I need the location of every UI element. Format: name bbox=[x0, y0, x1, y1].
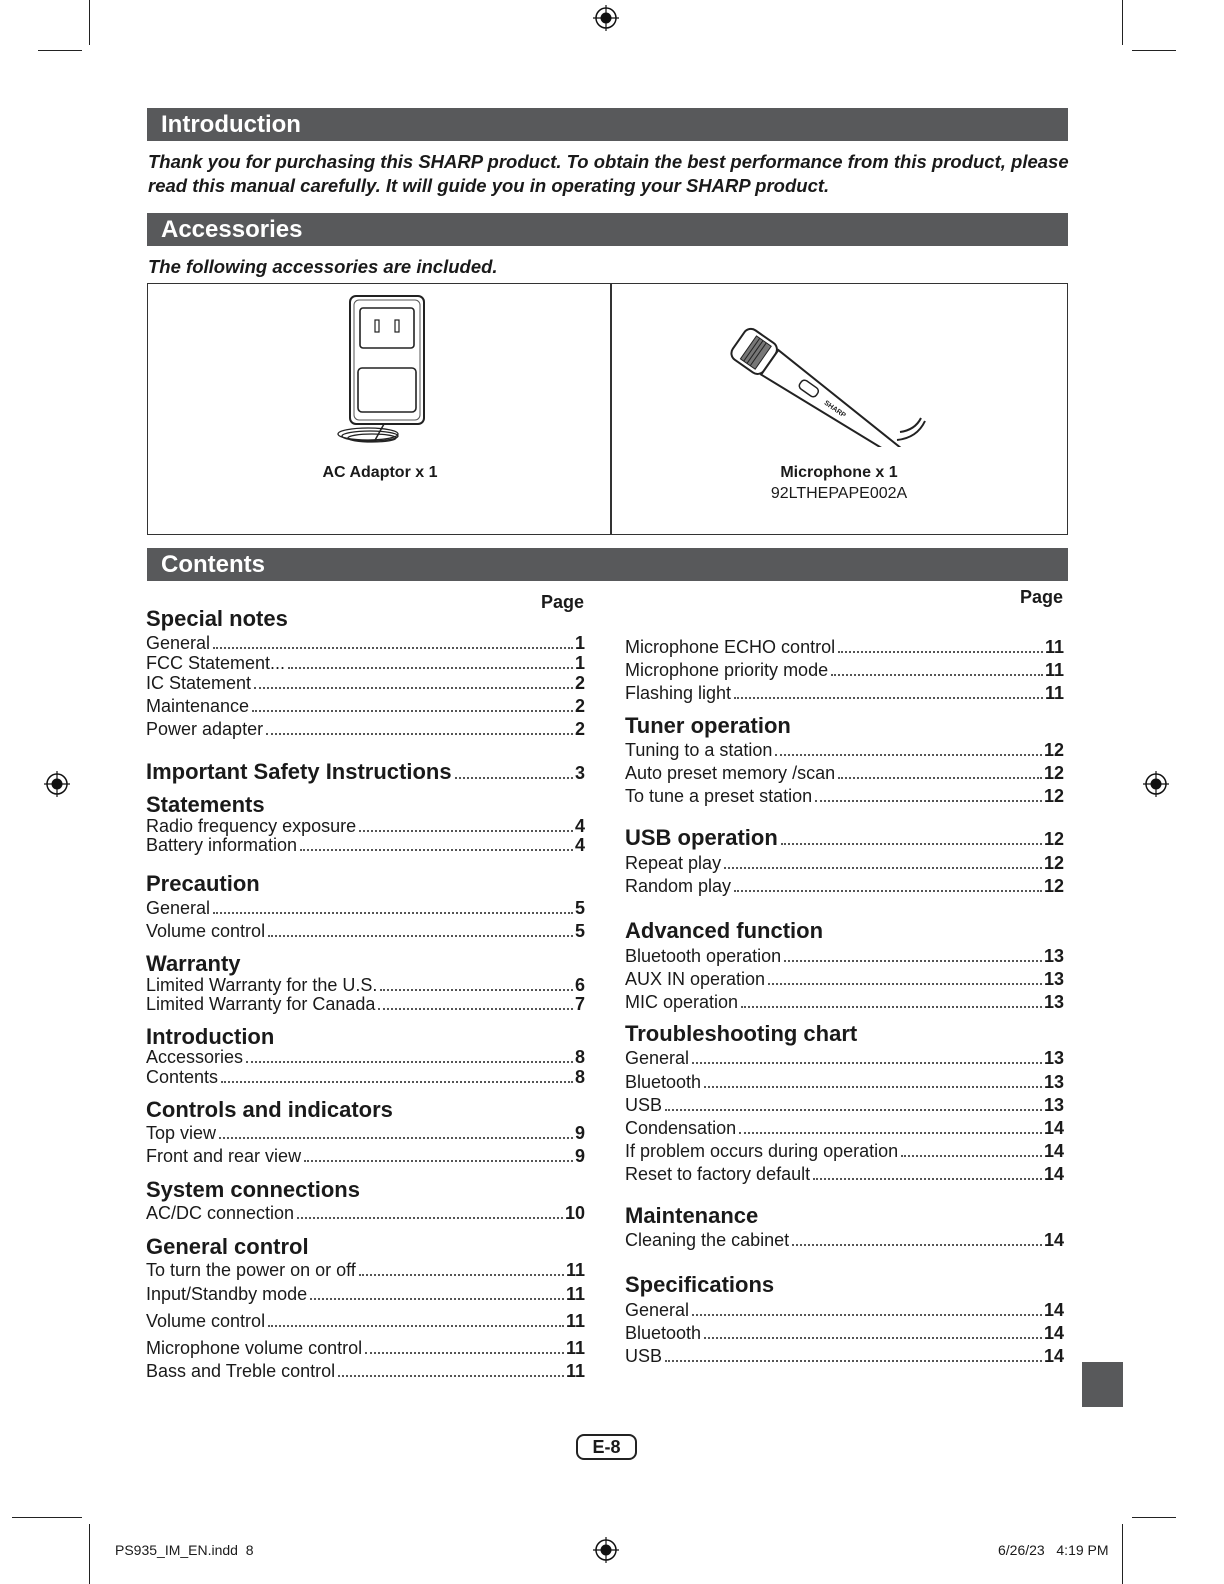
leader-dots bbox=[365, 1352, 564, 1354]
toc-entry-page: 12 bbox=[1043, 740, 1064, 760]
leader-dots bbox=[813, 1178, 1042, 1180]
section-tab bbox=[1082, 1362, 1123, 1407]
toc-entry-page: 12 bbox=[1043, 763, 1064, 783]
toc-entry-page: 14 bbox=[1043, 1323, 1064, 1343]
toc-entry-page: 13 bbox=[1043, 1048, 1064, 1068]
ac-adaptor-illustration bbox=[330, 292, 440, 452]
toc-entry-label: Random play bbox=[625, 876, 732, 896]
toc-entry-page: 1 bbox=[574, 653, 585, 673]
toc-entry-label: Battery information bbox=[146, 835, 298, 855]
toc-entry[interactable] bbox=[146, 1047, 585, 1068]
leader-dots bbox=[784, 960, 1042, 962]
leader-dots bbox=[359, 830, 573, 832]
toc-entry-page: 14 bbox=[1043, 1118, 1064, 1138]
leader-dots bbox=[338, 1375, 564, 1377]
toc-entry[interactable] bbox=[146, 975, 585, 996]
leader-dots bbox=[665, 1109, 1042, 1111]
registration-mark-icon bbox=[593, 5, 619, 31]
toc-entry[interactable] bbox=[625, 853, 1064, 874]
toc-entry[interactable] bbox=[625, 1300, 1064, 1321]
toc-entry-label: Power adapter bbox=[146, 719, 264, 739]
toc-heading: Controls and indicators bbox=[146, 1097, 393, 1122]
toc-entry-page: 9 bbox=[574, 1146, 585, 1166]
toc-entry-label: Maintenance bbox=[146, 696, 250, 716]
toc-entry-label: FCC Statement... bbox=[146, 653, 286, 673]
toc-entry-page: 13 bbox=[1043, 946, 1064, 966]
crop-mark bbox=[89, 1524, 90, 1584]
leader-dots bbox=[775, 754, 1042, 756]
toc-entry-page: 11 bbox=[565, 1311, 585, 1331]
toc-entry-label: Auto preset memory /scan bbox=[625, 763, 836, 783]
toc-entry-label: General bbox=[146, 633, 211, 653]
microphone-code: 92LTHEPAPE002A bbox=[770, 485, 908, 502]
toc-entry-label: Front and rear view bbox=[146, 1146, 302, 1166]
toc-entry-label: Repeat play bbox=[625, 853, 722, 873]
leader-dots bbox=[378, 1008, 573, 1010]
toc-entry-page: 14 bbox=[1043, 1346, 1064, 1366]
toc-entry-page: 2 bbox=[574, 719, 585, 739]
leader-dots bbox=[380, 989, 573, 991]
toc-heading: Special notes bbox=[146, 606, 288, 631]
toc-entry-page: 13 bbox=[1043, 1072, 1064, 1092]
toc-entry-label: Bluetooth bbox=[625, 1072, 702, 1092]
toc-entry-label: Volume control bbox=[146, 1311, 266, 1331]
registration-mark-icon bbox=[1143, 771, 1169, 797]
toc-entry[interactable] bbox=[146, 835, 585, 856]
toc-entry-label: If problem occurs during operation bbox=[625, 1141, 899, 1161]
toc-entry-label: Limited Warranty for the U.S. bbox=[146, 975, 378, 995]
toc-entry-label: USB bbox=[625, 1095, 663, 1115]
toc-entry-page: 14 bbox=[1043, 1300, 1064, 1320]
leader-dots bbox=[246, 1061, 573, 1063]
toc-entry-page: 11 bbox=[565, 1338, 585, 1358]
toc-entry-label: Accessories bbox=[146, 1047, 244, 1067]
toc-heading: Specifications bbox=[625, 1272, 775, 1297]
leader-dots bbox=[219, 1137, 573, 1139]
toc-entry-label: Radio frequency exposure bbox=[146, 816, 357, 836]
toc-entry[interactable] bbox=[146, 1361, 585, 1382]
registration-mark-icon bbox=[593, 1537, 619, 1563]
leader-dots bbox=[221, 1081, 573, 1083]
toc-entry-label: IC Statement bbox=[146, 673, 252, 693]
toc-entry[interactable] bbox=[625, 1323, 1064, 1344]
toc-entry[interactable] bbox=[625, 1095, 1064, 1116]
crop-mark bbox=[12, 1517, 82, 1518]
leader-dots bbox=[739, 1132, 1042, 1134]
toc-entry[interactable] bbox=[625, 637, 1064, 658]
toc-entry-page: 12 bbox=[1043, 853, 1064, 873]
toc-entry-page: 14 bbox=[1043, 1141, 1064, 1161]
toc-entry-label: Top view bbox=[146, 1123, 217, 1143]
toc-entry-label: MIC operation bbox=[625, 992, 739, 1012]
leader-dots bbox=[304, 1160, 573, 1162]
toc-entry[interactable] bbox=[146, 653, 585, 674]
toc-entry[interactable] bbox=[625, 969, 1064, 990]
toc-entry-label: Input/Standby mode bbox=[146, 1284, 308, 1304]
toc-entry[interactable] bbox=[146, 759, 585, 785]
toc-entry-label: Volume control bbox=[146, 921, 266, 941]
toc-entry[interactable] bbox=[625, 825, 1064, 851]
toc-heading: Advanced function bbox=[625, 918, 824, 943]
toc-entry-page: 8 bbox=[574, 1067, 585, 1087]
toc-entry-label: Microphone ECHO control bbox=[625, 637, 836, 657]
toc-entry-page: 12 bbox=[1043, 786, 1064, 806]
toc-entry-label: Important Safety Instructions bbox=[146, 759, 452, 784]
toc-entry-page: 13 bbox=[1043, 969, 1064, 989]
toc-entry-page: 3 bbox=[574, 763, 585, 783]
leader-dots bbox=[734, 890, 1042, 892]
toc-entry-label: Limited Warranty for Canada bbox=[146, 994, 376, 1014]
toc-entry-page: 1 bbox=[574, 633, 585, 653]
leader-dots bbox=[831, 674, 1043, 676]
accessories-divider bbox=[610, 283, 612, 535]
toc-entry-page: 10 bbox=[564, 1203, 585, 1223]
toc-entry[interactable] bbox=[625, 1346, 1064, 1367]
toc-entry[interactable] bbox=[625, 1141, 1064, 1162]
toc-entry-page: 11 bbox=[1044, 683, 1064, 703]
toc-entry[interactable] bbox=[146, 719, 585, 740]
crop-mark bbox=[1122, 1524, 1123, 1584]
file-name: PS935_IM_EN.indd bbox=[115, 1542, 238, 1558]
accessories-lead: The following accessories are included. bbox=[148, 256, 498, 277]
toc-entry-page: 11 bbox=[565, 1361, 585, 1381]
leader-dots bbox=[455, 777, 573, 779]
toc-entry-page: 12 bbox=[1043, 829, 1064, 849]
toc-entry-label: To tune a preset station bbox=[625, 786, 813, 806]
leader-dots bbox=[297, 1217, 563, 1219]
leader-dots bbox=[268, 1325, 564, 1327]
toc-entry[interactable] bbox=[146, 1067, 585, 1088]
microphone-illustration bbox=[725, 322, 930, 447]
toc-heading: General control bbox=[146, 1234, 309, 1259]
toc-entry[interactable] bbox=[625, 1118, 1064, 1139]
toc-entry[interactable] bbox=[625, 740, 1064, 761]
introduction-text: Thank you for purchasing this SHARP product. To obtain the best performance from this product, please read this manual carefully. It will guide you in operating your SHARP product. bbox=[148, 151, 1069, 196]
toc-entry[interactable] bbox=[146, 633, 585, 654]
toc-entry-page: 2 bbox=[574, 673, 585, 693]
leader-dots bbox=[692, 1314, 1042, 1316]
leader-dots bbox=[815, 800, 1042, 802]
crop-mark bbox=[1122, 0, 1123, 45]
leader-dots bbox=[734, 697, 1043, 699]
date-slug bbox=[998, 1542, 1109, 1558]
toc-entry-label: Tuning to a station bbox=[625, 740, 773, 760]
toc-entry[interactable] bbox=[625, 1048, 1064, 1069]
toc-heading: Maintenance bbox=[625, 1203, 759, 1228]
crop-mark bbox=[89, 0, 90, 45]
toc-entry-label: General bbox=[625, 1300, 690, 1320]
toc-entry[interactable] bbox=[146, 1311, 585, 1332]
toc-entry[interactable] bbox=[146, 921, 585, 942]
toc-entry-page: 12 bbox=[1043, 876, 1064, 896]
toc-entry-page: 13 bbox=[1043, 1095, 1064, 1115]
leader-dots bbox=[288, 667, 573, 669]
toc-entry[interactable] bbox=[625, 1164, 1064, 1185]
crop-mark bbox=[1132, 1517, 1176, 1518]
toc-entry[interactable] bbox=[146, 1123, 585, 1144]
toc-entry-label: Microphone volume control bbox=[146, 1338, 363, 1358]
print-date: 6/26/23 bbox=[998, 1542, 1045, 1558]
leader-dots bbox=[781, 843, 1042, 845]
toc-entry[interactable] bbox=[146, 1260, 585, 1281]
toc-heading: Warranty bbox=[146, 951, 241, 976]
toc-entry[interactable] bbox=[625, 786, 1064, 807]
toc-heading: Precaution bbox=[146, 871, 260, 896]
contents-heading: Contents bbox=[147, 548, 1068, 581]
page-column-label: Page bbox=[1020, 587, 1064, 607]
toc-entry-page: 4 bbox=[574, 835, 585, 855]
toc-heading: Statements bbox=[146, 792, 265, 817]
toc-entry-label: Microphone priority mode bbox=[625, 660, 829, 680]
toc-entry-label: USB operation bbox=[625, 825, 778, 850]
toc-entry[interactable] bbox=[146, 673, 585, 694]
toc-heading: Introduction bbox=[146, 1024, 275, 1049]
leader-dots bbox=[665, 1360, 1042, 1362]
crop-mark bbox=[38, 50, 82, 51]
leader-dots bbox=[213, 647, 573, 649]
crop-mark bbox=[1132, 50, 1176, 51]
toc-entry-label: AC/DC connection bbox=[146, 1203, 295, 1223]
microphone-brand: SHARP bbox=[822, 399, 847, 420]
toc-heading: Tuner operation bbox=[625, 713, 791, 738]
toc-entry-page: 11 bbox=[565, 1284, 585, 1304]
toc-entry-page: 11 bbox=[1044, 660, 1064, 680]
toc-entry-label: Condensation bbox=[625, 1118, 737, 1138]
file-page: 8 bbox=[245, 1542, 254, 1558]
leader-dots bbox=[901, 1155, 1042, 1157]
introduction-heading: Introduction bbox=[147, 108, 1068, 141]
toc-entry-label: USB bbox=[625, 1346, 663, 1366]
microphone-label: Microphone x 1 bbox=[780, 464, 898, 481]
ac-adaptor-label: AC Adaptor x 1 bbox=[322, 464, 438, 481]
toc-entry-label: Bass and Treble control bbox=[146, 1361, 336, 1381]
leader-dots bbox=[724, 867, 1042, 869]
toc-entry[interactable] bbox=[625, 992, 1064, 1013]
toc-entry-page: 8 bbox=[574, 1047, 585, 1067]
leader-dots bbox=[741, 1006, 1042, 1008]
leader-dots bbox=[266, 733, 573, 735]
leader-dots bbox=[692, 1062, 1042, 1064]
toc-entry-page: 5 bbox=[574, 921, 585, 941]
toc-entry[interactable] bbox=[146, 898, 585, 919]
toc-entry-page: 11 bbox=[565, 1260, 585, 1280]
toc-entry-page: 4 bbox=[574, 816, 585, 836]
toc-entry-page: 7 bbox=[574, 994, 585, 1014]
leader-dots bbox=[768, 983, 1042, 985]
toc-entry-page: 5 bbox=[574, 898, 585, 918]
toc-entry[interactable] bbox=[146, 816, 585, 837]
toc-entry[interactable] bbox=[146, 1284, 585, 1305]
toc-entry[interactable] bbox=[625, 1072, 1064, 1093]
leader-dots bbox=[300, 849, 573, 851]
toc-entry-label: Bluetooth bbox=[625, 1323, 702, 1343]
toc-entry-label: Contents bbox=[146, 1067, 219, 1087]
toc-entry-label: Cleaning the cabinet bbox=[625, 1230, 790, 1250]
toc-heading: System connections bbox=[146, 1177, 360, 1202]
toc-entry-page: 14 bbox=[1043, 1164, 1064, 1184]
leader-dots bbox=[310, 1298, 564, 1300]
toc-entry-label: Flashing light bbox=[625, 683, 732, 703]
registration-mark-icon bbox=[44, 771, 70, 797]
toc-entry-label: AUX IN operation bbox=[625, 969, 766, 989]
page-column-label: Page bbox=[541, 592, 585, 612]
leader-dots bbox=[252, 710, 573, 712]
toc-entry[interactable] bbox=[625, 1230, 1064, 1251]
accessories-heading: Accessories bbox=[147, 213, 1068, 246]
toc-entry-page: 2 bbox=[574, 696, 585, 716]
toc-entry[interactable] bbox=[146, 1338, 585, 1359]
toc-entry[interactable] bbox=[625, 876, 1064, 897]
leader-dots bbox=[792, 1244, 1042, 1246]
page-number: E-8 bbox=[576, 1434, 637, 1460]
toc-entry[interactable] bbox=[625, 763, 1064, 784]
toc-entry[interactable] bbox=[625, 683, 1064, 704]
leader-dots bbox=[213, 912, 573, 914]
toc-entry-label: General bbox=[146, 898, 211, 918]
toc-entry-page: 6 bbox=[574, 975, 585, 995]
toc-entry-label: Bluetooth operation bbox=[625, 946, 782, 966]
toc-heading: Troubleshooting chart bbox=[625, 1021, 858, 1046]
toc-entry-label: To turn the power on or off bbox=[146, 1260, 356, 1280]
leader-dots bbox=[268, 935, 573, 937]
toc-entry-label: General bbox=[625, 1048, 690, 1068]
file-slug bbox=[115, 1542, 254, 1558]
toc-entry-label: Reset to factory default bbox=[625, 1164, 811, 1184]
leader-dots bbox=[704, 1086, 1042, 1088]
leader-dots bbox=[838, 777, 1042, 779]
leader-dots bbox=[359, 1274, 564, 1276]
leader-dots bbox=[254, 687, 573, 689]
toc-entry-page: 13 bbox=[1043, 992, 1064, 1012]
toc-entry[interactable] bbox=[146, 994, 585, 1015]
toc-entry[interactable] bbox=[146, 696, 585, 717]
toc-entry[interactable] bbox=[146, 1203, 585, 1224]
toc-entry[interactable] bbox=[625, 660, 1064, 681]
toc-entry-page: 14 bbox=[1043, 1230, 1064, 1250]
toc-entry-page: 11 bbox=[1044, 637, 1064, 657]
toc-entry-page: 9 bbox=[574, 1123, 585, 1143]
leader-dots bbox=[704, 1337, 1042, 1339]
leader-dots bbox=[838, 651, 1043, 653]
toc-entry[interactable] bbox=[146, 1146, 585, 1167]
print-time: 4:19 PM bbox=[1056, 1542, 1109, 1558]
toc-entry[interactable] bbox=[625, 946, 1064, 967]
